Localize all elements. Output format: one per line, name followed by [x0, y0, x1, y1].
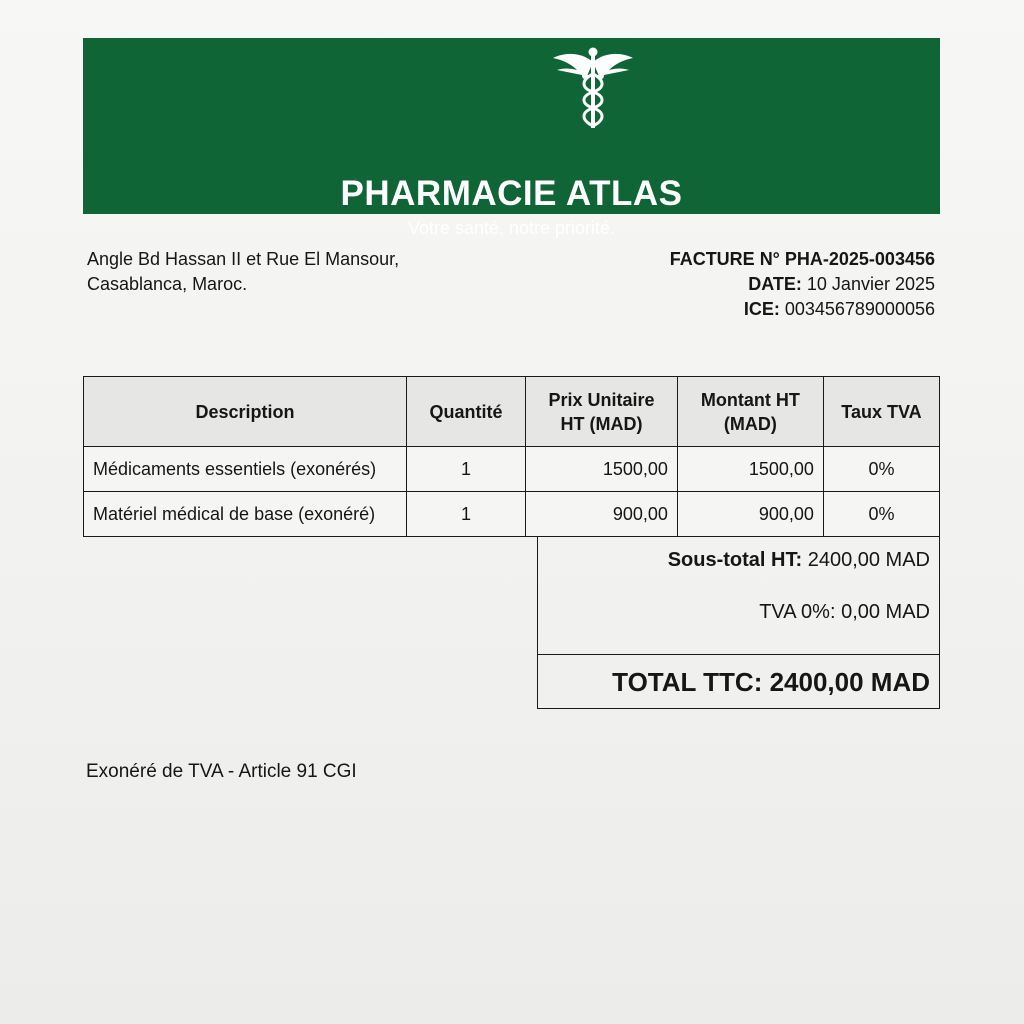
header-prix-line2: HT (MAD): [560, 413, 643, 434]
pharmacy-name: PHARMACIE ATLAS: [340, 174, 683, 213]
header-banner: [83, 38, 940, 238]
header-montant-line1: Montant HT: [700, 389, 800, 410]
row-montant: 1500,00: [677, 447, 823, 492]
row-quantite: 1: [406, 447, 525, 492]
row-description: Matériel médical de base (exonéré): [84, 492, 407, 537]
caduceus-icon: [551, 46, 635, 134]
header-taux-tva: Taux TVA: [823, 377, 939, 447]
grand-total: TOTAL TTC: 2400,00 MAD: [612, 667, 930, 697]
ice-number: 003456789000056: [784, 299, 935, 319]
table-row: [84, 447, 940, 492]
header-montant-ht: [677, 377, 823, 447]
header-description: Description: [84, 377, 407, 447]
pharmacy-address: [87, 247, 399, 297]
tva-line: TVA 0%: 0,00 MAD: [759, 601, 930, 623]
vat-exemption-note: Exonéré de TVA - Article 91 CGI: [86, 761, 357, 782]
row-prix: 900,00: [526, 492, 678, 537]
header-prix-unitaire: [526, 377, 678, 447]
subtotal-value: 2400,00 MAD: [807, 549, 930, 571]
row-prix: 1500,00: [526, 447, 678, 492]
address-line-2: Casablanca, Maroc.: [87, 274, 248, 294]
address-line-1: Angle Bd Hassan II et Rue El Mansour,: [87, 249, 400, 269]
row-quantite: 1: [406, 492, 525, 537]
row-taux: 0%: [823, 492, 939, 537]
row-description: Médicaments essentiels (exonérés): [84, 447, 407, 492]
totals-box: [537, 537, 940, 709]
table-header-row: [84, 377, 940, 447]
subtotal-line: [668, 549, 930, 572]
subtotal-label: Sous-total HT:: [667, 549, 803, 571]
invoice-date: 10 Janvier 2025: [806, 274, 935, 294]
row-montant: 900,00: [677, 492, 823, 537]
invoice-meta: [670, 247, 935, 322]
invoice-number: FACTURE N° PHA-2025-003456: [669, 249, 935, 269]
header-montant-line2: (MAD): [723, 413, 777, 434]
invoice-items-table: [83, 376, 940, 537]
header-prix-line1: Prix Unitaire: [548, 389, 655, 410]
invoice-date-label: DATE:: [748, 274, 802, 294]
table-row: [84, 492, 940, 537]
header-quantite: Quantité: [406, 377, 525, 447]
pharmacy-tagline: Votre santé, notre priorité.: [407, 218, 616, 238]
total-divider: [538, 654, 939, 655]
row-taux: 0%: [823, 447, 939, 492]
ice-label: ICE:: [743, 299, 780, 319]
